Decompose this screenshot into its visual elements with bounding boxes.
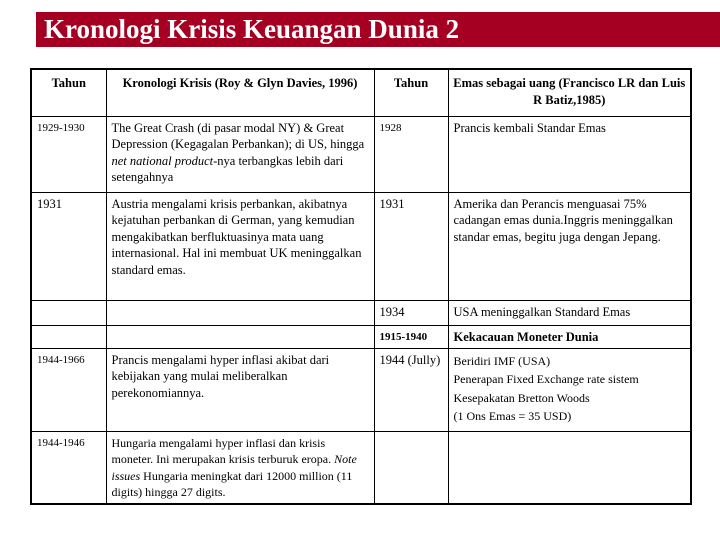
gold-line: (1 Ons Emas = 35 USD) [453,409,572,423]
crisis-cell: Austria mengalami krisis perbankan, akibatnya kejatuhan perbankan di German, yang kemudian mengakibatkan berfluktuasinya mata uang internasional. Hal ini membuat UK meninggalkan standard emas. [106,192,374,300]
year-right-cell: 1928 [374,116,448,192]
page-title: Kronologi Krisis Keuangan Dunia 2 [44,14,460,44]
crisis-italic-text: Note issues [111,452,357,483]
year-left-cell: 1931 [31,192,106,300]
table-row [31,300,691,325]
year-left-cell: 1944-1946 [31,431,106,504]
table-row [31,325,691,348]
gold-cell: USA meninggalkan Standard Emas [448,300,691,325]
crisis-cell: Prancis mengalami hyper inflasi akibat dari kebijakan yang mulai meliberalkan perekonomiannya. [106,348,374,431]
crisis-cell [106,431,374,504]
gold-line: Kesepakatan Bretton Woods [453,390,590,405]
crisis-cell [106,116,374,192]
crisis-text: Hungaria meningkat dari 12000 million (11 digits) hingga 27 digits. [111,468,353,499]
crisis-italic-text: net national product [111,153,214,168]
empty-cell [31,325,106,348]
empty-cell [448,431,691,504]
empty-cell [106,325,374,348]
gold-cell: Amerika dan Perancis menguasai 75% cadangan emas dunia.Inggris meninggalkan standar emas, begitu juga dengan Jepang. [448,192,691,300]
empty-cell [374,431,448,504]
header-year-right: Tahun [374,69,448,116]
gold-cell [448,348,691,431]
header-year-left: Tahun [31,69,106,116]
chronology-table [30,68,692,505]
crisis-text: Hungaria mengalami hyper inflasi dan krisis moneter. Ini merupakan krisis terburuk eropa. [111,435,335,466]
gold-line: Beridiri IMF (USA) [453,353,551,368]
header-crisis: Kronologi Krisis (Roy & Glyn Davies, 1996) [106,69,374,116]
table-row [31,192,691,300]
table-row [31,348,691,431]
empty-cell [31,300,106,325]
table-row [31,116,691,192]
year-right-cell: 1944 (Jully) [374,348,448,431]
gold-cell: Kekacauan Moneter Dunia [448,325,691,348]
header-gold: Emas sebagai uang (Francisco LR dan Luis R Batiz,1985) [448,69,691,116]
gold-cell: Prancis kembali Standar Emas [448,116,691,192]
crisis-text: -nya terbangkas lebih dari setengahnya [111,153,344,184]
year-right-cell: 1915-1940 [374,325,448,348]
year-right-cell: 1931 [374,192,448,300]
year-right-cell: 1934 [374,300,448,325]
title-bar [36,12,720,47]
header-row [31,69,691,116]
table-row [31,431,691,504]
year-left-cell: 1944-1966 [31,348,106,431]
empty-cell [106,300,374,325]
crisis-text: The Great Crash (di pasar modal NY) & Great Depression (Kegagalan Perbankan); di US, hingga [111,120,365,151]
year-left-cell: 1929-1930 [31,116,106,192]
gold-line: Penerapan Fixed Exchange rate sistem [453,372,639,386]
